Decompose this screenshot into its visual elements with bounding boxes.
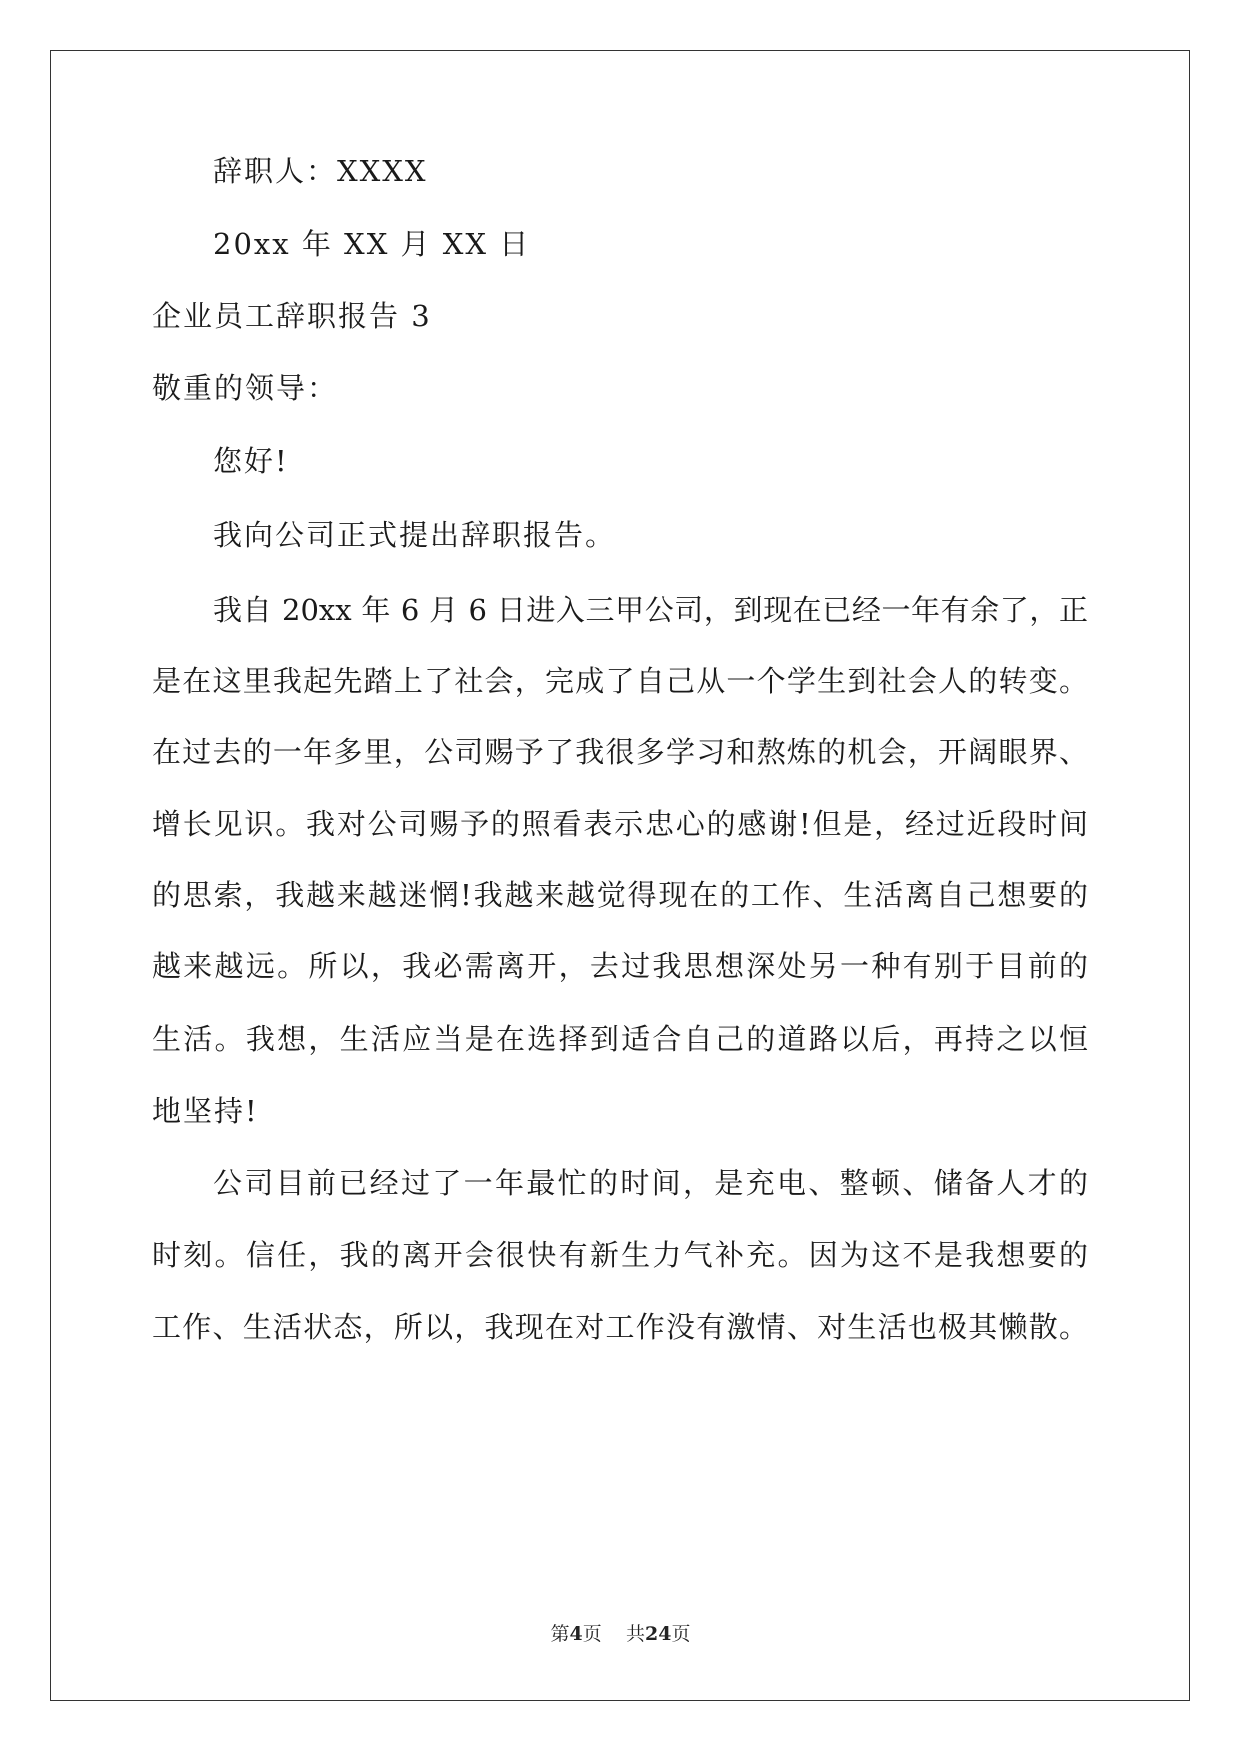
paragraph-line: 越来越远。所以，我必需离开，去过我思想深处另一种有别于目前的 bbox=[152, 949, 1088, 983]
footer-total-unit: 页 bbox=[671, 1623, 691, 1645]
paragraph-line: 增长见识。我对公司赐予的照看表示忠心的感谢!但是，经过近段时间 bbox=[152, 807, 1088, 841]
paragraph-line: 公司目前已经过了一年最忙的时间，是充电、整顿、储备人才的 bbox=[213, 1166, 1088, 1200]
paragraph-line: 工作、生活状态，所以，我现在对工作没有激情、对生活也极其懒散。 bbox=[152, 1310, 1088, 1344]
section-heading: 企业员工辞职报告 3 bbox=[152, 299, 432, 333]
paragraph-line: 时刻。信任，我的离开会很快有新生力气补充。因为这不是我想要的 bbox=[152, 1238, 1088, 1272]
footer-page-number: 4 bbox=[569, 1623, 583, 1645]
greeting: 您好! bbox=[213, 444, 289, 478]
paragraph-line: 地坚持! bbox=[152, 1094, 259, 1128]
paragraph-line: 生活。我想，生活应当是在选择到适合自己的道路以后，再持之以恒 bbox=[152, 1022, 1088, 1056]
date-line: 20xx 年 XX 月 XX 日 bbox=[213, 227, 531, 261]
page-footer bbox=[0, 1622, 1241, 1646]
salutation: 敬重的领导： bbox=[152, 371, 339, 405]
paragraph-line: 在过去的一年多里，公司赐予了我很多学习和熬炼的机会，开阔眼界、 bbox=[152, 735, 1088, 769]
paragraph-line: 是在这里我起先踏上了社会，完成了自己从一个学生到社会人的转变。 bbox=[152, 664, 1088, 698]
footer-total-pages: 24 bbox=[644, 1623, 672, 1645]
footer-prefix: 第 bbox=[550, 1623, 570, 1645]
paragraph-intro: 我向公司正式提出辞职报告。 bbox=[213, 518, 617, 552]
paragraph-line: 我自 20xx 年 6 月 6 日进入三甲公司，到现在已经一年有余了，正 bbox=[213, 593, 1088, 627]
footer-total-prefix: 共 bbox=[625, 1623, 645, 1645]
paragraph-line: 的思索，我越来越迷惘!我越来越觉得现在的工作、生活离自己想要的 bbox=[152, 878, 1088, 912]
footer-page-unit: 页 bbox=[582, 1623, 602, 1645]
signature-line: 辞职人：XXXX bbox=[213, 154, 428, 188]
